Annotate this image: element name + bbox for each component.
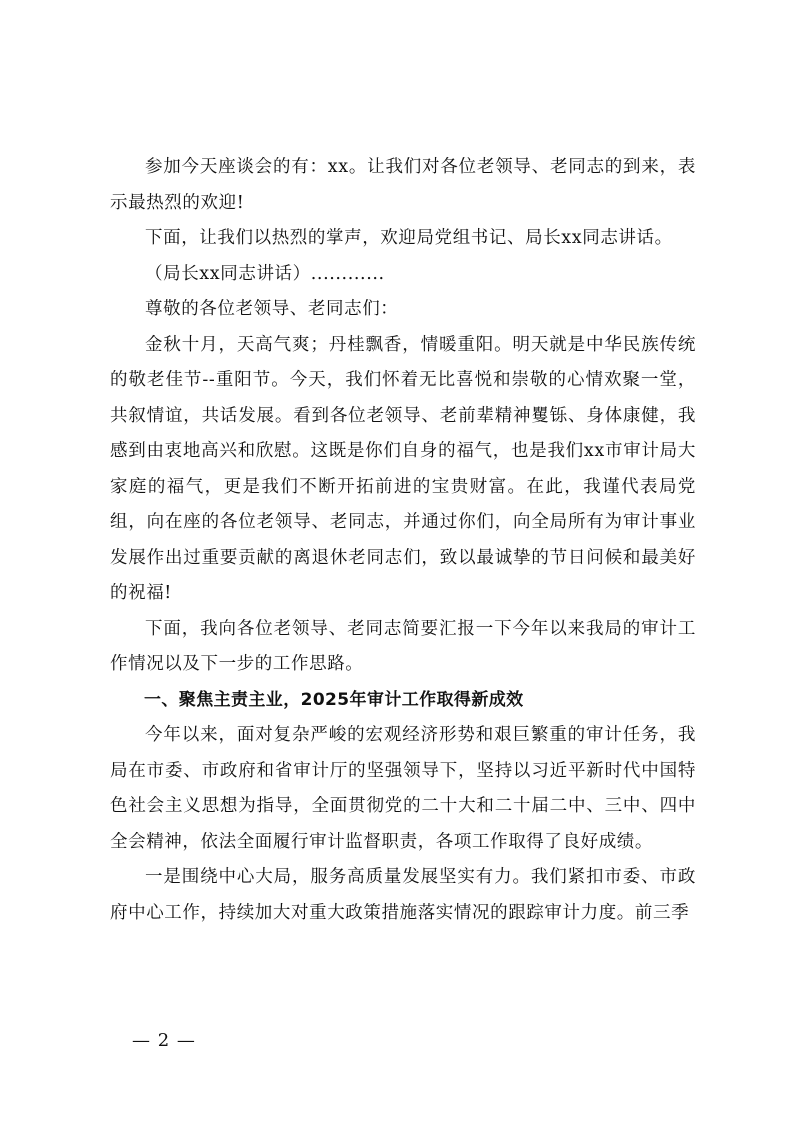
paragraph-attendees: 参加今天座谈会的有：xx。让我们对各位老领导、老同志的到来，表示最热烈的欢迎! xyxy=(110,157,696,213)
paragraph-point-one: 一是围绕中心大局，服务高质量发展坚实有力。我们紧扣市委、市政府中心工作，持续加大对重大政策措施落实情况的跟踪审计力度。前三季 xyxy=(110,867,696,923)
paragraph-salutation: 尊敬的各位老领导、老同志们： xyxy=(145,299,399,319)
paragraph-welcome-speech: 下面，让我们以热烈的掌声，欢迎局党组书记、局长xx同志讲话。 xyxy=(145,228,673,248)
page-number: — 2 — xyxy=(132,1030,196,1051)
paragraph-report-intro: 下面，我向各位老领导、老同志简要汇报一下今年以来我局的审计工作情况以及下一步的工作思路。 xyxy=(110,618,696,674)
paragraph-overview: 今年以来，面对复杂严峻的宏观经济形势和艰巨繁重的审计任务，我局在市委、市政府和省审计厅的坚强领导下，坚持以习近平新时代中国特色社会主义思想为指导，全面贯彻党的二十大和二十届二中、三中、四中全会精神，依法全面履行审计监督职责，各项工作取得了良好成绩。 xyxy=(110,725,696,852)
paragraph-festival-greeting: 金秋十月，天高气爽；丹桂飘香，情暖重阳。明天就是中华民族传统的敬老佳节--重阳节。今天，我们怀着无比喜悦和崇敬的心情欢聚一堂，共叙情谊，共话发展。看到各位老领导、老前辈精神矍铄、身体康健，我感到由衷地高兴和欣慰。这既是你们自身的福气，也是我们xx市审计局大家庭的福气，更是我们不断开拓前进的宝贵财富。在此，我谨代表局党组，向在座的各位老领导、老同志，并通过你们，向全局所有为审计事业发展作出过重要贡献的离退休老同志们，致以最诚挚的节日问候和最美好的祝福! xyxy=(110,334,696,603)
document-body xyxy=(110,150,696,931)
section-heading-1: 一、聚焦主责主业，2025年审计工作取得新成效 xyxy=(144,689,524,710)
paragraph-speech-note: （局长xx同志讲话）............ xyxy=(145,263,385,284)
